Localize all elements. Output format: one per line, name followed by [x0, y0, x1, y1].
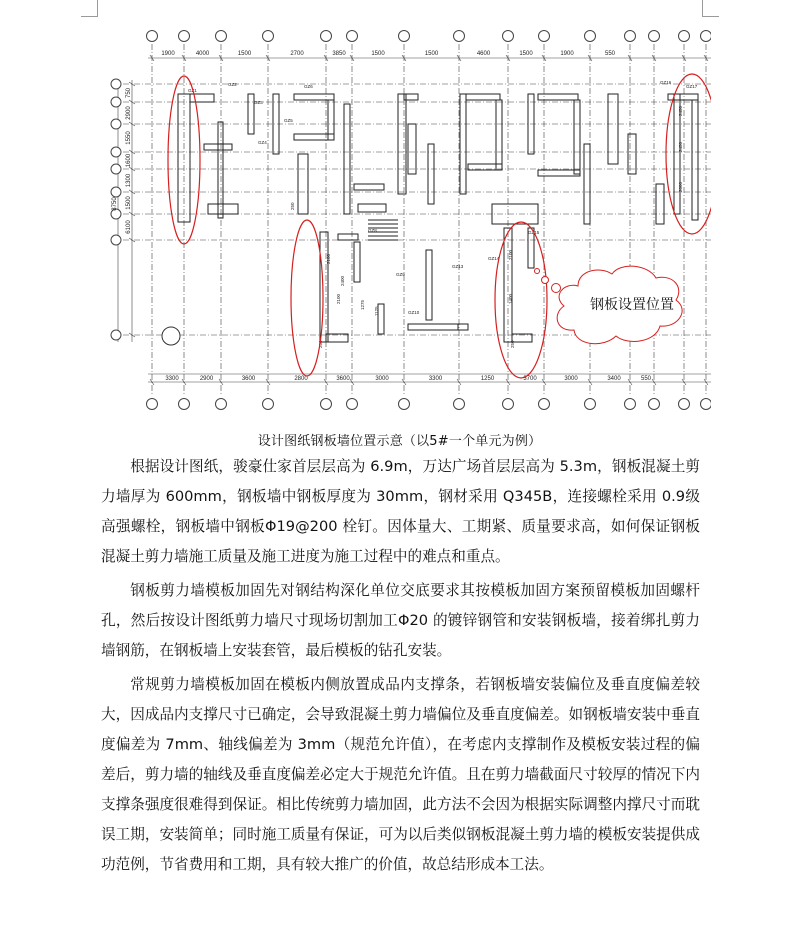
- steel-plate-label: GZ6: [304, 84, 313, 89]
- steel-plate-label: GZ1: [188, 88, 197, 93]
- axis-bubble: [539, 399, 550, 410]
- axis-bubble: [216, 399, 227, 410]
- steel-wall-highlight: [666, 74, 711, 234]
- wall-dimension: 2100: [508, 249, 513, 260]
- dimension-label: 4000: [195, 51, 210, 57]
- dimension-label: 3850: [332, 51, 346, 57]
- page-corner-mark: [81, 0, 98, 17]
- wall-segment: [460, 94, 466, 194]
- axis-bubble: [216, 31, 227, 42]
- axis-bubble: [539, 31, 550, 42]
- axis-bubble: [321, 31, 332, 42]
- dimension-label: 1900: [161, 51, 175, 57]
- axis-bubble: [347, 31, 358, 42]
- page-corner-mark: [702, 0, 719, 17]
- column-circle: [162, 327, 180, 345]
- dimension-label: 4600: [476, 51, 491, 57]
- axis-bubble: [147, 31, 158, 42]
- axis-bubble: [111, 235, 121, 245]
- wall-segment: [692, 100, 698, 220]
- steel-plate-label: GZ5: [284, 118, 293, 123]
- axis-bubble: [679, 31, 690, 42]
- axis-bubble: [111, 97, 121, 107]
- dimension-label: 1500: [126, 196, 132, 210]
- steel-plate-label: GZ4: [258, 140, 267, 145]
- steel-plate-label: GZ10: [408, 310, 420, 315]
- dimension-label: 3300: [165, 376, 179, 382]
- dimension-label: 1300: [126, 173, 132, 188]
- wall-dimension: 1275: [360, 299, 365, 310]
- wall-dimension: 1125: [374, 306, 379, 316]
- axis-bubble: [111, 330, 121, 340]
- wall-segment: [320, 232, 328, 342]
- wall-segment: [408, 324, 458, 330]
- paragraph: 常规剪力墙模板加固在模板内侧放置成品内支撑条，若钢板墙安装偏位及垂直度偏差较大，因成品内支撑尺寸已确定，会导致混凝土剪力墙偏位及垂直度偏差。如钢板墙安装中垂直度偏差为 7mm、轴线偏差为 3mm（规范允许值），在考虑内支撑制作及模板安装过程的偏差后，剪力墙的轴线及垂直度偏差必定大于规范允许值。且在剪力墙截面尺寸较厚的情况下内支撑条强度很难得到保证。相比传统剪力墙加固，此方法不会因为根据实际调整内撑尺寸而耽误工期，安装简单；同时施工质量有保证，可为以后类似钢板混凝土剪力墙的模板安装提供成功范例，节省费用和工期，具有较大推广的价值，故总结形成本工法。: [101, 676, 700, 873]
- wall-segment: [656, 184, 664, 224]
- wall-dimension: 2450: [678, 141, 683, 152]
- dimension-label: 2700: [290, 51, 304, 57]
- dimension-label: 3000: [375, 376, 389, 382]
- wall-segment: [584, 144, 590, 224]
- wall-segment: [344, 104, 350, 214]
- dimension-label: 3700: [523, 376, 537, 382]
- wall-segment: [298, 154, 308, 214]
- axis-bubble: [701, 399, 712, 410]
- steel-wall-highlight: [495, 222, 547, 378]
- wall-segment: [338, 234, 358, 240]
- callout-dot: [542, 277, 549, 284]
- axis-bubble: [585, 399, 596, 410]
- wall-segment: [468, 164, 502, 170]
- dimension-label: 1900: [560, 51, 574, 57]
- dimension-label: 2900: [126, 106, 132, 120]
- axis-bubble: [503, 399, 514, 410]
- figure-caption: 设计图纸钢板墙位置示意（以5#一个单元为例）: [257, 434, 542, 449]
- wall-dimension: 250: [290, 202, 295, 210]
- dimension-label: 1600: [126, 153, 132, 168]
- wall-dimension: 2100: [326, 253, 331, 264]
- axis-bubble: [399, 31, 410, 42]
- dimension-label: 6100: [126, 220, 132, 234]
- wall-dimension: 2100: [336, 293, 341, 304]
- axis-bubble: [679, 399, 690, 410]
- steel-plate-label: GZ13: [452, 264, 464, 269]
- wall-segment: [398, 94, 406, 194]
- axis-bubble: [625, 399, 636, 410]
- steel-plate-label: GZ16: [660, 80, 672, 85]
- dimension-label: 1500: [424, 51, 439, 57]
- wall-segment: [466, 94, 500, 100]
- dimension-label: 3300: [428, 376, 443, 382]
- wall-dimension: 1400: [508, 293, 513, 304]
- axis-bubble: [111, 187, 121, 197]
- wall-dimension: 250: [510, 340, 515, 348]
- callout-label: 钢板设置位置: [590, 297, 674, 313]
- wall-dimension: 2400: [340, 275, 345, 286]
- wall-segment: [608, 94, 618, 164]
- axis-bubble: [263, 399, 274, 410]
- steel-plate-label: GZ9: [396, 272, 405, 277]
- wall-segment: [496, 100, 502, 170]
- dimension-label: 1550: [126, 131, 132, 145]
- axis-bubble: [111, 79, 121, 89]
- axis-bubble: [347, 399, 358, 410]
- callout-dot: [535, 269, 540, 274]
- steel-plate-label: GZ8: [368, 228, 377, 233]
- axis-bubble: [111, 119, 121, 129]
- axis-bubble: [179, 31, 190, 42]
- axis-bubble: [701, 31, 712, 42]
- steel-plate-label: GZ3: [254, 100, 263, 105]
- axis-bubble: [147, 399, 158, 410]
- dimension-label: 8750: [112, 197, 118, 211]
- wall-segment: [574, 100, 580, 174]
- axis-bubble: [454, 399, 465, 410]
- dimension-label: 1500: [371, 51, 385, 57]
- dimension-label: 1500: [519, 51, 533, 57]
- axis-bubble: [649, 31, 660, 42]
- wall-segment: [458, 324, 468, 330]
- axis-bubble: [179, 399, 190, 410]
- wall-dimension: 2450: [678, 105, 683, 116]
- axis-bubble: [399, 399, 410, 410]
- wall-segment: [358, 204, 386, 212]
- floor-plan-drawing: [108, 24, 711, 414]
- dimension-label: 550: [640, 376, 652, 382]
- axis-bubble: [585, 31, 596, 42]
- steel-plate-label: GZ2: [228, 82, 237, 87]
- axis-bubble: [454, 31, 465, 42]
- wall-segment: [426, 250, 432, 320]
- wall-segment: [354, 184, 384, 190]
- axis-bubble: [625, 31, 636, 42]
- steel-wall-highlight: [291, 220, 323, 376]
- dimension-label: 750: [126, 87, 132, 99]
- dimension-label: 3000: [564, 376, 578, 382]
- axis-bubble: [111, 147, 121, 157]
- callout-dot: [552, 284, 561, 293]
- dimension-label: 3400: [607, 376, 621, 382]
- axis-bubble: [503, 31, 514, 42]
- dimension-label: 2900: [199, 376, 214, 382]
- dimension-label: 3600: [241, 376, 256, 382]
- paragraph: 根据设计图纸，骏豪仕家首层层高为 6.9m，万达广场首层层高为 5.3m，钢板混凝土剪力墙厚为 600mm，钢板墙中钢板厚度为 30mm，钢材采用 Q345B，连接螺栓采用 0.9级高强螺栓，钢板墙中钢板Φ19@200 栓钉。因体量大、工期紧、质量要求高，如何保证钢板混凝土剪力墙施工质量及施工进度为施工过程中的难点和重点。: [101, 458, 700, 565]
- dimension-label: 550: [604, 51, 616, 57]
- axis-bubble: [649, 399, 660, 410]
- axis-bubble: [321, 399, 332, 410]
- wall-segment: [408, 124, 416, 174]
- dimension-label: 1500: [237, 51, 252, 57]
- steel-plate-label: GZ14: [488, 256, 500, 261]
- wall-segment: [294, 94, 334, 100]
- dimension-label: 2800: [294, 376, 308, 382]
- wall-segment: [428, 144, 434, 204]
- axis-bubble: [111, 164, 121, 174]
- wall-segment: [354, 242, 360, 282]
- wall-segment: [628, 134, 636, 174]
- wall-dimension: 250: [318, 340, 323, 348]
- axis-bubble: [263, 31, 274, 42]
- dimension-label: 3600: [336, 376, 350, 382]
- dimension-label: 1250: [480, 376, 495, 382]
- steel-plate-label: GZ17: [686, 84, 698, 89]
- body-text: [101, 452, 700, 884]
- wall-dimension: 2000: [678, 181, 683, 192]
- paragraph: 钢板剪力墙模板加固先对钢结构深化单位交底要求其按模板加固方案预留模板加固螺杆孔，然后按设计图纸剪力墙尺寸现场切割加工Φ20 的镀锌钢管和安装钢板墙，接着绑扎剪力墙钢筋，在钢板墙上安装套管，最后模板的钻孔安装。: [101, 582, 700, 659]
- steel-plate-label: GZ15: [528, 230, 540, 235]
